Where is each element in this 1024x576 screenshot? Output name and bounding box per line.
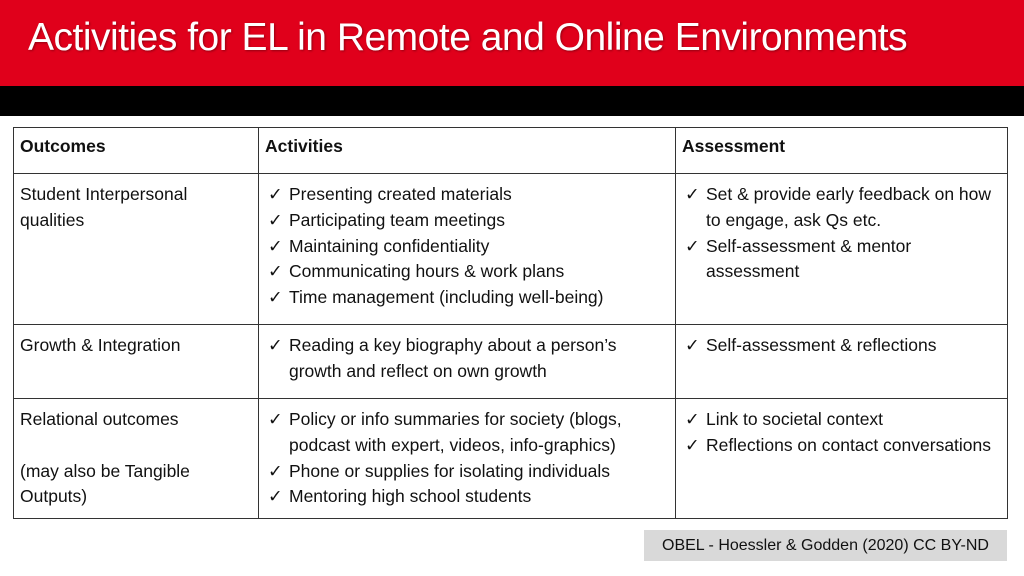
table-row — [14, 174, 1008, 325]
activities-cell — [259, 325, 676, 399]
check-icon: ✓ — [268, 184, 283, 204]
list-item: ✓ Maintaining confidentiality — [265, 234, 669, 260]
outcome-label: Relational outcomes — [20, 409, 179, 429]
header-outcomes: Outcomes — [14, 128, 259, 174]
list-item: ✓ Communicating hours & work plans — [265, 259, 669, 285]
slide-title: Activities for EL in Remote and Online Environments — [28, 16, 908, 59]
list-item: ✓ Policy or info summaries for society (blogs, podcast with expert, videos, info-graphics) — [268, 409, 622, 455]
outcome-cell: Student Interpersonal qualities — [14, 174, 259, 325]
outcome-cell — [14, 399, 259, 519]
table-row — [14, 325, 1008, 399]
citation-footer: OBEL - Hoessler & Godden (2020) CC BY-ND — [644, 530, 1007, 561]
check-icon: ✓ — [268, 209, 283, 230]
check-icon: ✓ — [685, 409, 700, 429]
list-item: ✓ Set & provide early feedback on how to engage, ask Qs etc. — [685, 184, 992, 230]
list-item: ✓ Mentoring high school students — [265, 484, 669, 510]
check-icon: ✓ — [685, 434, 700, 455]
check-icon: ✓ — [268, 486, 283, 507]
assessment-cell — [676, 325, 1008, 399]
activities-cell — [259, 174, 676, 325]
check-icon: ✓ — [268, 261, 283, 282]
outcome-note: (may also be Tangible Outputs) — [20, 460, 190, 507]
list-item: ✓ Self-assessment & reflections — [682, 333, 1001, 359]
title-bar — [0, 0, 1024, 86]
check-icon: ✓ — [268, 460, 283, 481]
header-assessment: Assessment — [676, 128, 1008, 174]
list-item: ✓ Phone or supplies for isolating individuals — [265, 459, 669, 485]
check-icon: ✓ — [268, 287, 283, 308]
assessment-cell — [676, 174, 1008, 325]
list-item: ✓ Self-assessment & mentor assessment — [685, 235, 912, 282]
outcome-cell: Growth & Integration — [14, 325, 259, 399]
list-item: ✓ Link to societal context — [682, 407, 1001, 433]
check-icon: ✓ — [268, 335, 283, 355]
check-icon: ✓ — [685, 335, 700, 355]
activities-table — [13, 127, 1008, 519]
check-icon: ✓ — [685, 235, 700, 256]
list-item: ✓ Participating team meetings — [265, 208, 669, 234]
header-activities: Activities — [259, 128, 676, 174]
check-icon: ✓ — [685, 184, 700, 204]
list-item: ✓ Time management (including well-being) — [265, 285, 669, 311]
table-row — [14, 399, 1008, 519]
check-icon: ✓ — [268, 409, 283, 429]
black-band — [0, 86, 1024, 116]
list-item: ✓ Reading a key biography about a person’s growth and reflect on own growth — [268, 335, 617, 381]
assessment-cell — [676, 399, 1008, 519]
activities-cell — [259, 399, 676, 519]
check-icon: ✓ — [268, 235, 283, 256]
list-item: ✓ Presenting created materials — [265, 182, 669, 208]
list-item: ✓ Reflections on contact conversations — [682, 433, 1001, 459]
table-header-row — [14, 128, 1008, 174]
